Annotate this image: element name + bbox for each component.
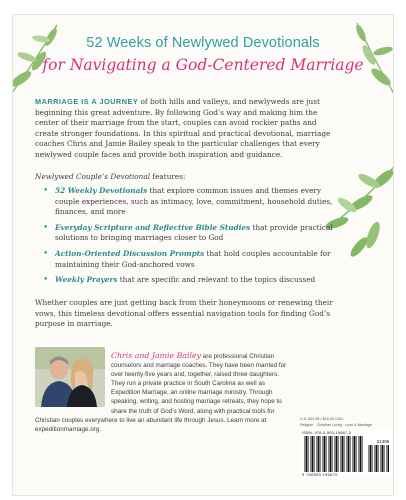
feature-name: 52 Weekly Devotionals — [55, 186, 148, 195]
feature-description: that are specific and relevant to the topics discussed — [117, 275, 316, 285]
back-cover — [12, 14, 394, 496]
intro-paragraph — [35, 97, 335, 161]
intro-text: of both hills and valleys, and newlyweds are just beginning this great adventure. By following God’s way and making him the center of their marriage from the start, couples can avoid rockier paths and create stronger foundations. In this spiritual and practical devotional, marriage coaches Chris and Jamie Bailey speak to the particular challenges that every newlywed couple faces and provide both inspiration and guidance. — [35, 97, 331, 159]
author-bio-text: are professional Christian counselors and marriage coaches. They have been married for over twenty-five years and, together, raised three daughters. They run a private practice in South Carolina as well as Expedition Marriage, an online marriage ministry. Through speaking, writing, and hosting marriage retreats, they hope to share the truth of God’s Word, along with practical tools for Christian couples everywhere to live an abundant life through Jesus. Learn more at expeditionmarriage.org. — [35, 353, 287, 433]
list-item — [43, 275, 335, 286]
price-info — [300, 417, 392, 428]
bullet-icon: • — [43, 222, 49, 233]
bullet-icon: • — [43, 186, 49, 196]
tagline-subheading: for Navigating a God-Centered Marriage — [42, 56, 364, 74]
features-book-title: Newlywed Couple’s Devotional — [35, 172, 151, 181]
category-line: Religion · Christian Living · Love & Marriage — [300, 422, 373, 427]
list-item — [43, 249, 335, 270]
tagline-heading: 52 Weeks of Newlywed Devotionals — [86, 35, 320, 51]
feature-description: that hold couples accountable for maintaining their God-anchored vows — [55, 248, 331, 269]
features-intro — [35, 172, 335, 183]
price-line: U.S. $13.99 / $18.00 CAN — [300, 417, 343, 421]
closing-paragraph: Whether couples are just getting back from their honeymoons or renewing their vows, this timeless devotional offers essential navigation tools for finding God’s purpose in marriage. — [35, 298, 333, 329]
barcode-main-bars — [304, 436, 364, 472]
author-bio — [35, 351, 293, 434]
bullet-icon: • — [43, 275, 49, 286]
isbn-digits: 9 780593 196670 — [302, 472, 338, 477]
feature-name: Everyday Scripture and Reflective Bible Studies — [55, 222, 251, 232]
bullet-icon: • — [43, 248, 49, 259]
feature-description: that provide practical solutions to bringing marriages closer to God — [55, 222, 333, 243]
price-code: 51399 — [377, 439, 389, 444]
isbn-label: ISBN: 978-0-593-19667-0 — [302, 430, 352, 435]
feature-name: Action-Oriented Discussion Prompts — [55, 248, 205, 258]
feature-name: Weekly Prayers — [55, 275, 118, 285]
barcode — [300, 428, 392, 478]
features-list — [43, 186, 335, 291]
list-item — [43, 223, 335, 244]
features-suffix: features: — [150, 172, 186, 181]
author-names: Chris and Jamie Bailey — [111, 351, 201, 360]
feature-description: that explore common issues and themes every couple experiences, such as intimacy, love, commitment, household duties, finances, and more — [55, 186, 333, 217]
barcode-addon-bars — [368, 445, 389, 472]
list-item — [43, 186, 335, 218]
intro-lead: MARRIAGE IS A JOURNEY — [35, 97, 139, 106]
